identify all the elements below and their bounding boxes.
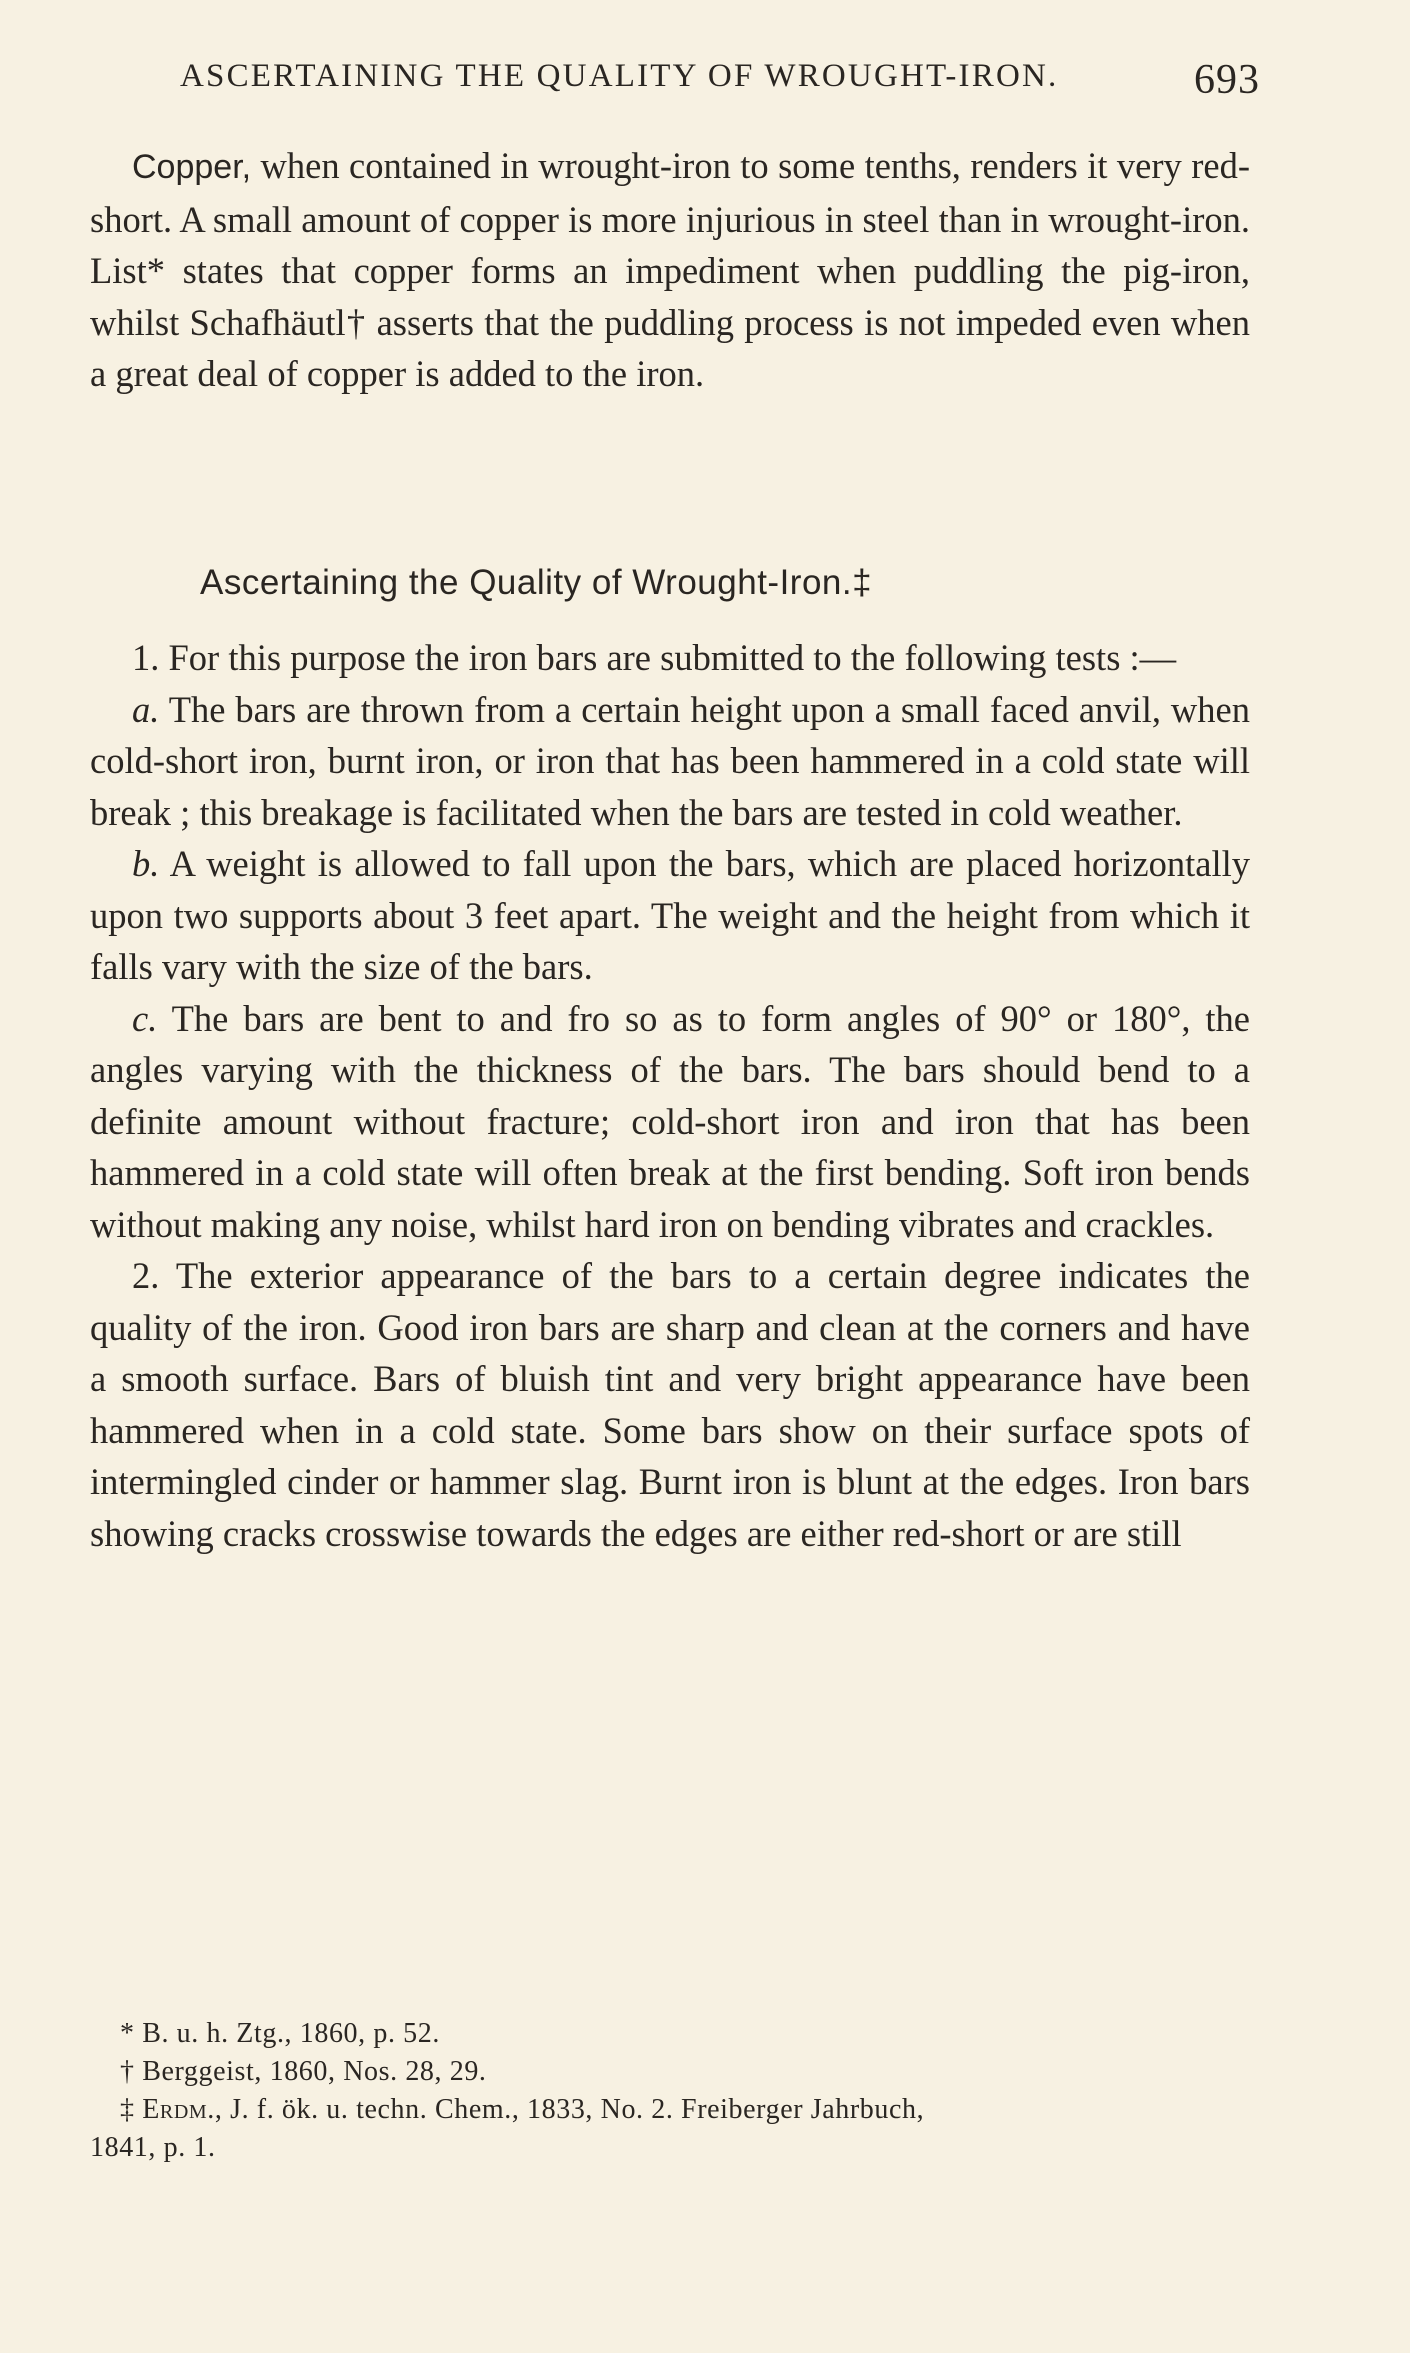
item-a-text: The bars are thrown from a certain height upon a small faced anvil, when cold-short iron, burnt iron, or iron that has been hammered in a cold state will break ; this breakage is facilitated when the bars are tested in cold weather.	[90, 688, 1250, 833]
item-2	[90, 1250, 1250, 1559]
item-b	[90, 838, 1250, 993]
item-c-text: The bars are bent to and fro so as to form angles of 90° or 180°, the angles varying with the thickness of the bars. The bars should bend to a definite amount without fracture; cold-short iron and iron that has been hammered in a cold state will often break at the first bending. Soft iron bends without making any noise, whilst hard iron on bending vibrates and crackles.	[90, 997, 1250, 1245]
copper-text: when contained in wrought-iron to some tenths, renders it very red-short. A small amount of copper is more injurious in steel than in wrought-iron. List* states that copper forms an impediment when puddling the pig-iron, whilst Schafhäutl† asserts that the puddling process is not impeded even when a great deal of copper is added to the iron.	[90, 145, 1250, 394]
footnote-3	[90, 2091, 1260, 2129]
page-number: 693	[1194, 57, 1260, 103]
footnote-3-author: Erdm.	[142, 2094, 215, 2125]
running-head	[90, 58, 1260, 108]
footnote-3-mark: ‡	[120, 2094, 135, 2125]
footnote-3-continued: 1841, p. 1.	[90, 2132, 216, 2163]
copper-lead: Copper,	[132, 148, 252, 186]
item-2-text: The exterior appearance of the bars to a certain degree indicates the quality of the iron. Good iron bars are sharp and clean at the corners and have a smooth surface. Bars of bluish tint and very bright appearance have been hammered when in a cold state. Some bars show on their surface spots of intermingled cinder or hammer slag. Burnt iron is blunt at the edges. Iron bars showing cracks crosswise towards the edges are either red-short or are still	[90, 1255, 1250, 1554]
item-a	[90, 684, 1250, 839]
item-1	[90, 632, 1250, 684]
item-2-number: 2.	[132, 1255, 160, 1296]
item-c	[90, 993, 1250, 1251]
footnote-3-rest: , J. f. ök. u. techn. Chem., 1833, No. 2. Freiberger Jahrbuch,	[214, 2094, 925, 2125]
footnote-2: † Berggeist, 1860, Nos. 28, 29.	[120, 2056, 487, 2087]
copper-paragraph	[90, 140, 1250, 400]
item-1-number: 1.	[132, 637, 160, 678]
footnotes	[90, 2015, 1260, 2167]
item-1-text: For this purpose the iron bars are submitted to the following tests :—	[159, 637, 1177, 678]
item-c-label: c.	[132, 997, 158, 1039]
footnote-1: * B. u. h. Ztg., 1860, p. 52.	[120, 2018, 440, 2049]
tests-list	[90, 632, 1250, 1559]
section-heading: Ascertaining the Quality of Wrought-Iron.‡	[200, 563, 873, 602]
item-a-label: a.	[132, 688, 160, 730]
item-b-label: b.	[132, 843, 160, 884]
running-title: ASCERTAINING THE QUALITY OF WROUGHT-IRON.	[180, 58, 1059, 94]
item-b-text: A weight is allowed to fall upon the bars, which are placed horizontally upon two supports about 3 feet apart. The weight and the height from which it falls vary with the size of the bars.	[90, 843, 1250, 987]
